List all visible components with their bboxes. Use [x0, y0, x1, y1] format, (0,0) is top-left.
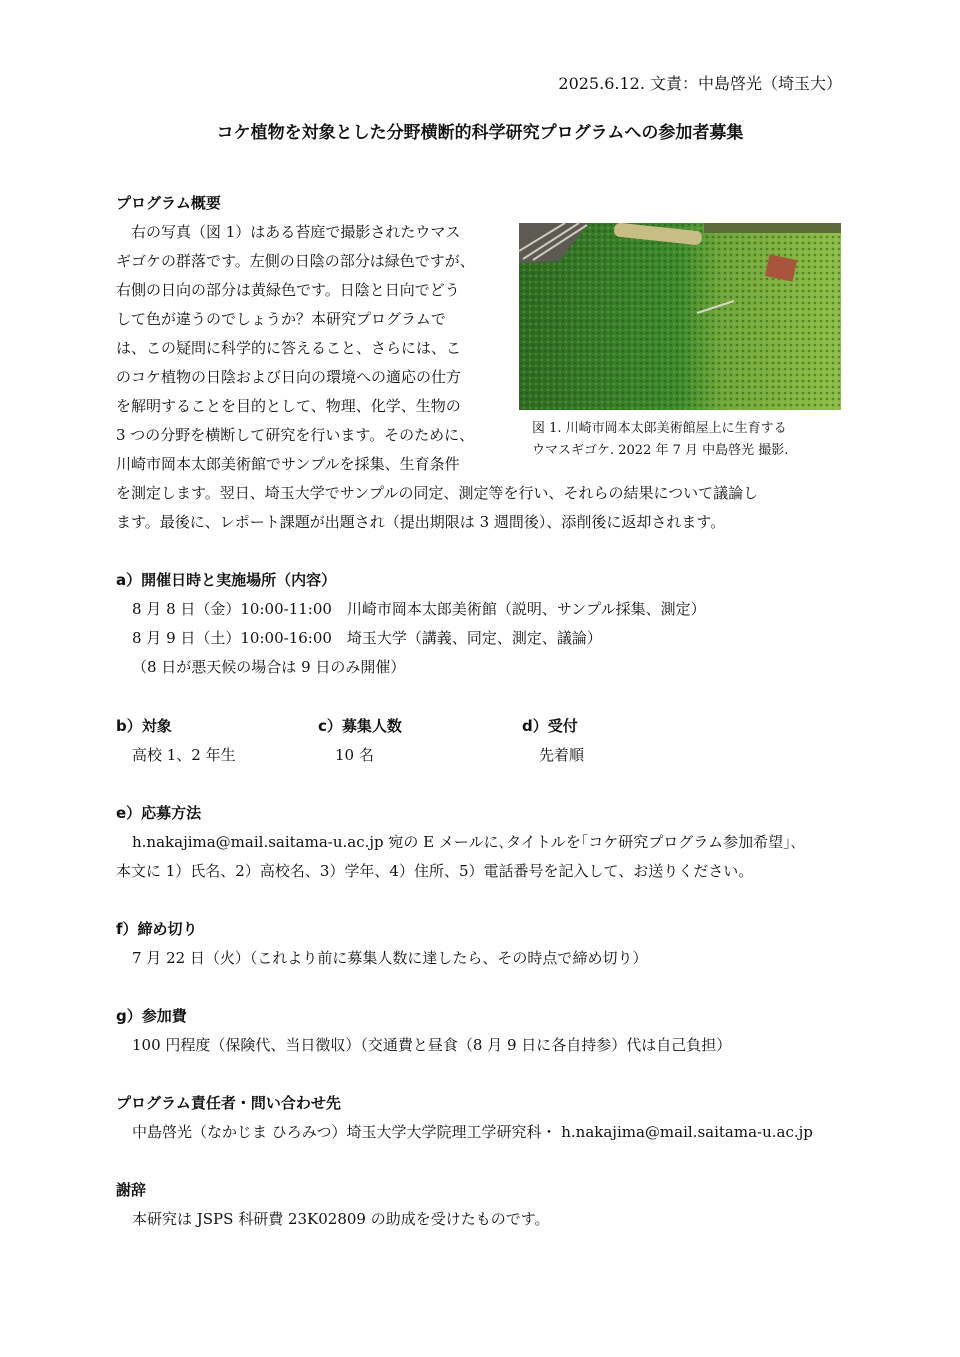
contact-heading: プログラム責任者・問い合わせ先 — [116, 1094, 341, 1112]
overview-heading: プログラム概要 — [116, 194, 221, 212]
overview-line: ギゴケの群落です。左側の日陰の部分は緑色ですが、 — [116, 252, 475, 270]
target-value: 高校 1、2 年生 — [132, 746, 236, 764]
contact-line: 中島啓光（なかじま ひろみつ）埼玉大学大学院理工学研究科・ h.nakajima@mail.saitama-u.ac.jp — [132, 1123, 813, 1141]
overview-line: して色が違うのでしょうか？本研究プログラムで — [116, 310, 446, 328]
overview-line: 川崎市岡本太郎美術館でサンプルを採集、生育条件 — [116, 455, 460, 473]
overview-line: は、この疑問に科学的に答えること、さらには、こ — [116, 339, 462, 357]
capacity-value: 10 名 — [335, 746, 374, 764]
schedule-heading: a）開催日時と実施場所（内容） — [116, 571, 337, 589]
fee-line: 100 円程度（保険代、当日徴収）（交通費と昼食（8 月 9 日に各自持参）代は自己負担） — [132, 1036, 732, 1054]
figure-caption-line: 図 1. 川崎市岡本太郎美術館屋上に生育する — [532, 421, 787, 436]
figure-caption-line: ウマスギゴケ. 2022 年 7 月 中島啓光 撮影. — [532, 443, 789, 458]
apply-heading: e）応募方法 — [116, 804, 202, 822]
fee-heading: g）参加費 — [116, 1007, 187, 1025]
schedule-line: 8 月 8 日（金）10:00-11:00 川崎市岡本太郎美術館（説明、サンプル採集、測定） — [132, 600, 706, 618]
overview-line: 右の写真（図 1）はある苔庭で撮影されたウマス — [116, 223, 461, 241]
overview-line: のコケ植物の日陰および日向の環境への適応の仕方 — [116, 368, 462, 386]
reception-heading: d）受付 — [522, 717, 578, 735]
apply-line: 本文に 1）氏名、2）高校名、3）学年、4）住所、5）電話番号を記入して、お送りください。 — [116, 862, 754, 880]
deadline-heading: f）締め切り — [116, 920, 198, 938]
reception-value: 先着順 — [539, 746, 585, 764]
figure-caption — [532, 418, 788, 462]
target-heading: b）対象 — [116, 717, 172, 735]
page-title: コケ植物を対象とした分野横断的科学研究プログラムへの参加者募集 — [216, 123, 744, 143]
deadline-line: 7 月 22 日（火）（これより前に募集人数に達したら、その時点で締め切り） — [132, 949, 648, 967]
acknowledgment-heading: 謝辞 — [116, 1181, 147, 1199]
schedule-note: （8 日が悪天候の場合は 9 日のみ開催） — [132, 658, 406, 676]
overview-line: ます。最後に、レポート課題が出題され（提出期限は 3 週間後）、添削後に返却されます。 — [116, 513, 726, 531]
date-author: 2025.6.12. 文責：中島啓光（埼玉大） — [558, 74, 842, 93]
apply-line: h.nakajima@mail.saitama-u.ac.jp 宛の E メールに､タイトルを｢コケ研究プログラム参加希望｣､ — [132, 833, 799, 851]
acknowledgment-line: 本研究は JSPS 科研費 23K02809 の助成を受けたものです。 — [132, 1210, 550, 1228]
overview-line: を解明することを目的として、物理、化学、生物の — [116, 397, 461, 415]
capacity-heading: c）募集人数 — [318, 717, 402, 735]
moss-photo — [519, 223, 841, 410]
overview-line: 右側の日向の部分は黄緑色です。日陰と日向でどう — [116, 281, 460, 299]
overview-line: を測定します。翌日、埼玉大学でサンプルの同定、測定等を行い、それらの結果について議論し — [116, 484, 759, 502]
overview-line: 3 つの分野を横断して研究を行います。そのために、 — [116, 426, 475, 444]
schedule-line: 8 月 9 日（土）10:00-16:00 埼玉大学（講義、同定、測定、議論） — [132, 629, 602, 647]
